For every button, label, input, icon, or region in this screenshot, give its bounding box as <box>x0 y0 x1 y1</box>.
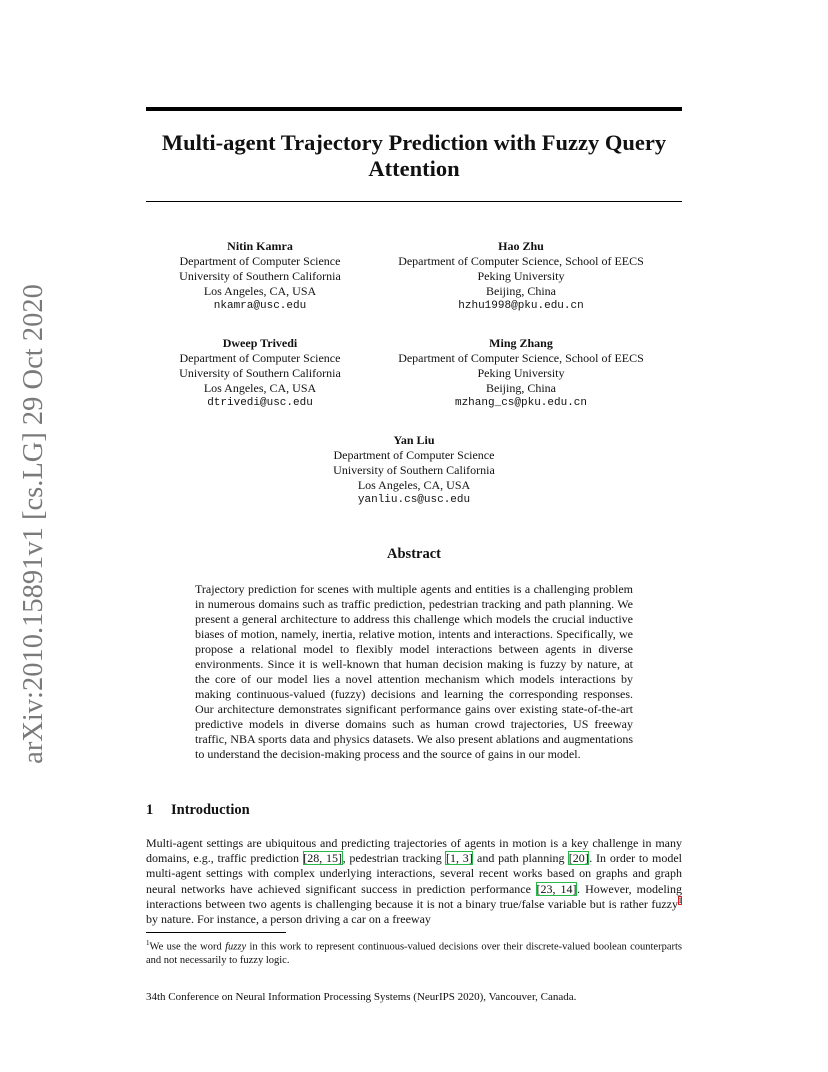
footnote-emphasis: fuzzy <box>225 941 247 953</box>
footnote <box>146 937 682 967</box>
author-dept: Department of Computer Science, School of EECS <box>398 351 644 365</box>
author-inst: University of Southern California <box>179 366 341 380</box>
citation-link[interactable]: [28, 15] <box>303 851 343 866</box>
footnote-text: in this work to represent continuous-valued decisions over their discrete-valued boolean counterparts and not necessarily to fuzzy logic. <box>146 941 682 966</box>
author-loc: Beijing, China <box>486 381 556 395</box>
author-block <box>160 336 360 411</box>
abstract-text: Trajectory prediction for scenes with multiple agents and entities is a challenging problem in numerous domains such as traffic prediction, pedestrian tracking and path planning. We present a general architecture to address this challenge which models the crucial inductive biases of motion, namely, inertia, relative motion, intents and interactions. Specifically, we propose a relational model to flexibly model interactions between agents in diverse environments. Since it is well-known that human decision making is fuzzy by nature, at the core of our model lies a novel attention mechanism which models interactions by making continuous-valued (fuzzy) decisions and learning the corresponding responses. Our architecture demonstrates significant performance gains over existing state-of-the-art predictive models in diverse domains such as human crowd trajectories, US freeway traffic, NBA sports data and physics datasets. We also present ablations and augmentations to understand the decision-making process and the source of gains in our model. <box>195 582 633 761</box>
intro-text: . In order to model multi-agent settings with complex underlying interactions, several recent works based on graphs and graph neural networks have achieved significant success in prediction performance <box>146 851 682 896</box>
title-top-rule <box>146 107 682 111</box>
arxiv-stamp-text: arXiv:2010.15891v1 [cs.LG] 29 Oct 2020 <box>18 284 49 764</box>
intro-text: Multi-agent settings are ubiquitous and predicting trajectories of agents in motion is a key challenge in many domains, e.g., traffic prediction <box>146 836 682 866</box>
footnote-rule <box>146 932 286 933</box>
citation-link[interactable]: [23, 14] <box>536 881 577 896</box>
author-loc: Beijing, China <box>486 284 556 298</box>
section-heading <box>146 802 250 819</box>
author-dept: Department of Computer Science <box>179 254 341 268</box>
author-name: Nitin Kamra <box>227 239 293 253</box>
citation-link[interactable]: [20] <box>568 851 589 866</box>
author-inst: Peking University <box>477 366 565 380</box>
author-email[interactable]: mzhang_cs@pku.edu.cn <box>454 397 588 409</box>
footnote-text: We use the word <box>149 941 226 953</box>
author-dept: Department of Computer Science <box>179 351 341 365</box>
author-block <box>160 239 360 314</box>
conference-note: 34th Conference on Neural Information Processing Systems (NeurIPS 2020), Vancouver, Canada. <box>146 991 577 1003</box>
section-title: Introduction <box>171 802 250 818</box>
intro-paragraph <box>146 836 682 927</box>
author-block <box>314 433 514 508</box>
author-inst: University of Southern California <box>179 269 341 283</box>
arxiv-stamp <box>14 284 54 764</box>
author-block <box>380 239 662 314</box>
footnote-link[interactable]: 1 <box>678 895 682 905</box>
author-loc: Los Angeles, CA, USA <box>203 284 317 298</box>
author-dept: Department of Computer Science, School of EECS <box>398 254 644 268</box>
intro-text: by nature. For instance, a person driving a car on a freeway <box>146 912 431 927</box>
author-email[interactable]: dtrivedi@usc.edu <box>207 397 313 409</box>
author-loc: Los Angeles, CA, USA <box>357 478 471 492</box>
author-name: Dweep Trivedi <box>222 336 298 350</box>
intro-text: , pedestrian tracking <box>342 851 446 866</box>
author-email[interactable]: hzhu1998@pku.edu.cn <box>458 300 584 312</box>
author-dept: Department of Computer Science <box>333 448 495 462</box>
citation-link[interactable]: [1, 3] <box>445 851 473 866</box>
author-email[interactable]: nkamra@usc.edu <box>213 300 307 312</box>
author-email[interactable]: yanliu.cs@usc.edu <box>357 494 471 506</box>
author-name: Ming Zhang <box>489 336 553 350</box>
author-inst: University of Southern California <box>333 463 495 477</box>
abstract-heading: Abstract <box>387 546 441 562</box>
section-number: 1 <box>146 802 154 818</box>
author-block <box>380 336 662 411</box>
author-inst: Peking University <box>477 269 565 283</box>
author-name: Hao Zhu <box>498 239 544 253</box>
title-bottom-rule <box>146 201 682 202</box>
author-name: Yan Liu <box>393 433 435 447</box>
intro-text: and path planning <box>473 851 569 866</box>
intro-text: . However, modeling interactions between two agents is challenging because it is not a binary true/false variable but is rather fuzzy <box>146 881 682 911</box>
author-loc: Los Angeles, CA, USA <box>203 381 317 395</box>
paper-title: Multi-agent Trajectory Prediction with Fuzzy Query Attention <box>161 130 667 181</box>
footnote-mark: 1 <box>146 939 150 947</box>
